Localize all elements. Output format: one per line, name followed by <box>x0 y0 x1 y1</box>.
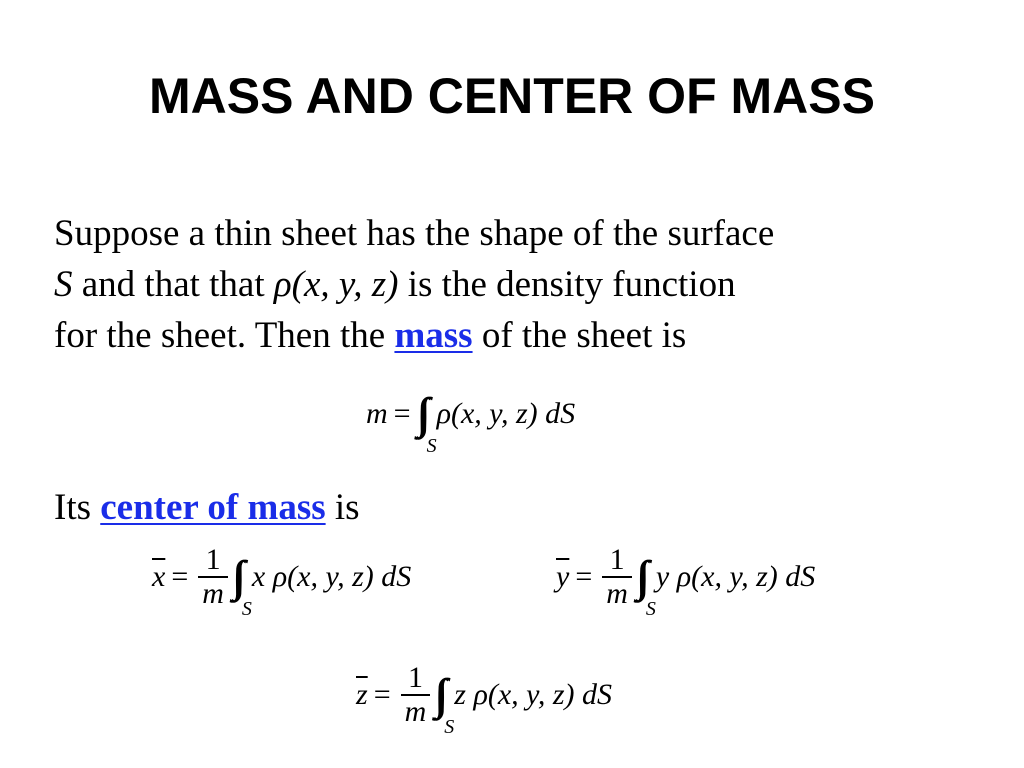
ybar-equals: = <box>575 560 593 593</box>
xbar-equals: = <box>171 560 189 593</box>
mass-eq-lhs: m <box>366 397 388 430</box>
zbar-lhs: $\overline{z}$ <box>356 678 368 711</box>
ybar-equation <box>556 543 816 620</box>
intro-line-2-text-a: and that that <box>72 264 274 305</box>
intro-line-2 <box>54 259 984 310</box>
xbar-numerator: 1 <box>205 543 221 576</box>
surface-variable: S <box>54 264 73 305</box>
intro-line-3-text-a: for the sheet. Then the <box>54 315 395 356</box>
ybar-denominator: m <box>606 577 628 610</box>
ybar-integral <box>638 555 656 620</box>
intro-line-3 <box>54 310 984 361</box>
zbar-equation <box>356 661 612 738</box>
mass-link[interactable]: mass <box>394 315 473 356</box>
xbar-integral <box>234 555 252 620</box>
zbar-integrand: z ρ(x, y, z) dS <box>454 678 612 711</box>
intro-line-1: Suppose a thin sheet has the shape of the surface <box>54 213 775 254</box>
ybar-domain: S <box>645 598 656 620</box>
xbar-integrand: x ρ(x, y, z) dS <box>251 560 412 593</box>
ybar-integrand: y ρ(x, y, z) dS <box>655 560 816 593</box>
zbar-integral <box>436 673 455 738</box>
center-of-mass-sentence <box>54 482 360 533</box>
com-suffix: is <box>325 487 360 528</box>
intro-line-3-text-b: of the sheet is <box>472 315 687 356</box>
slide-title: MASS AND CENTER OF MASS <box>149 68 875 124</box>
zbar-equals: = <box>373 678 391 711</box>
mass-eq-equals: = <box>393 397 411 430</box>
ybar-lhs: $\overline{y}$ <box>556 560 570 593</box>
xbar-equation <box>152 543 412 620</box>
center-of-mass-link[interactable]: center of mass <box>100 487 326 528</box>
xbar-fraction <box>198 544 228 610</box>
zbar-numerator: 1 <box>407 661 423 694</box>
xbar-domain: S <box>241 598 252 620</box>
zbar-domain: S <box>444 716 455 738</box>
intro-line-2-text-b: is the density function <box>398 264 736 305</box>
xbar-lhs: $\overline{x}$ <box>152 560 166 593</box>
intro-paragraph <box>54 208 984 361</box>
xbar-denominator: m <box>202 577 224 610</box>
mass-eq-integral <box>419 392 437 457</box>
ybar-numerator: 1 <box>609 543 625 576</box>
mass-eq-domain: S <box>426 435 437 457</box>
mass-equation <box>366 392 576 457</box>
mass-eq-integrand: ρ(x, y, z) dS <box>436 397 576 430</box>
com-prefix: Its <box>54 487 101 528</box>
density-function: ρ(x, y, z) <box>273 264 399 305</box>
zbar-fraction <box>401 662 431 728</box>
ybar-fraction <box>602 544 632 610</box>
zbar-denominator: m <box>404 695 427 728</box>
